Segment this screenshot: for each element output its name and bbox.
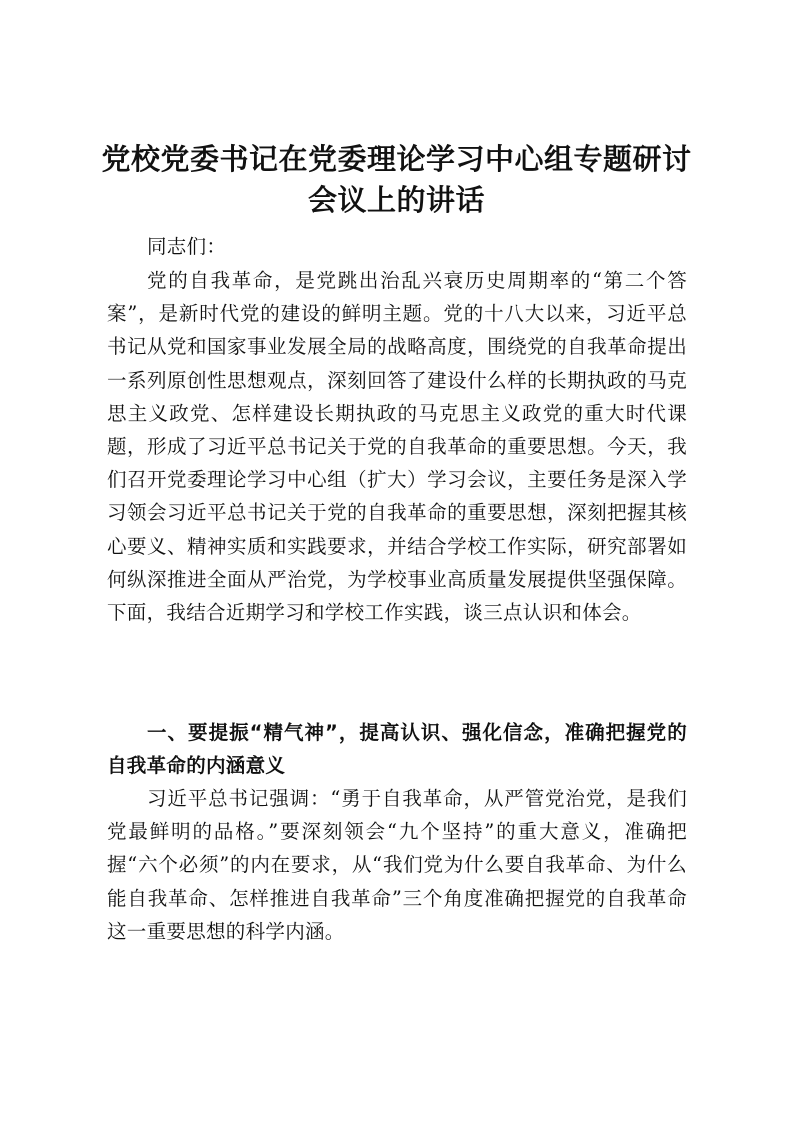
salutation: 同志们： [147, 235, 227, 258]
document-title-line-2: 会议上的讲话 [307, 183, 485, 217]
paragraph-section-1: 习近平总书记强调：“勇于自我革命，从严管党治党，是我们党最鲜明的品格。”要深刻领会“九个坚持”的重大意义，准确把握“六个必须”的内在要求，从“我们党为什么要自我革命、为什么能自我革命、怎样推进自我革命”三个角度准确把握党的自我革命这一重要思想的科学内涵。 [107, 787, 687, 943]
paragraph-intro: 党的自我革命，是党跳出治乱兴衰历史周期率的“第二个答案”，是新时代党的建设的鲜明主题。党的十八大以来，习近平总书记从党和国家事业发展全局的战略高度，围绕党的自我革命提出一系列原创性思想观点，深刻回答了建设什么样的长期执政的马克思主义政党、怎样建设长期执政的马克思主义政党的重大时代课题，形成了习近平总书记关于党的自我革命的重要思想。今天，我们召开党委理论学习中心组（扩大）学习会议，主要任务是深入学习领会习近平总书记关于党的自我革命的重要思想，深刻把握其核心要义、精神实质和实践要求，并结合学校工作实际，研究部署如何纵深推进全面从严治党，为学校事业高质量发展提供坚强保障。下面，我结合近期学习和学校工作实践，谈三点认识和体会。 [107, 269, 687, 625]
document-title-line-1: 党校党委书记在党委理论学习中心组专题研讨 [101, 142, 692, 176]
section-heading-1: 一、要提振“精气神”，提高认识、强化信念，准确把握党的自我革命的内涵意义 [107, 721, 687, 778]
